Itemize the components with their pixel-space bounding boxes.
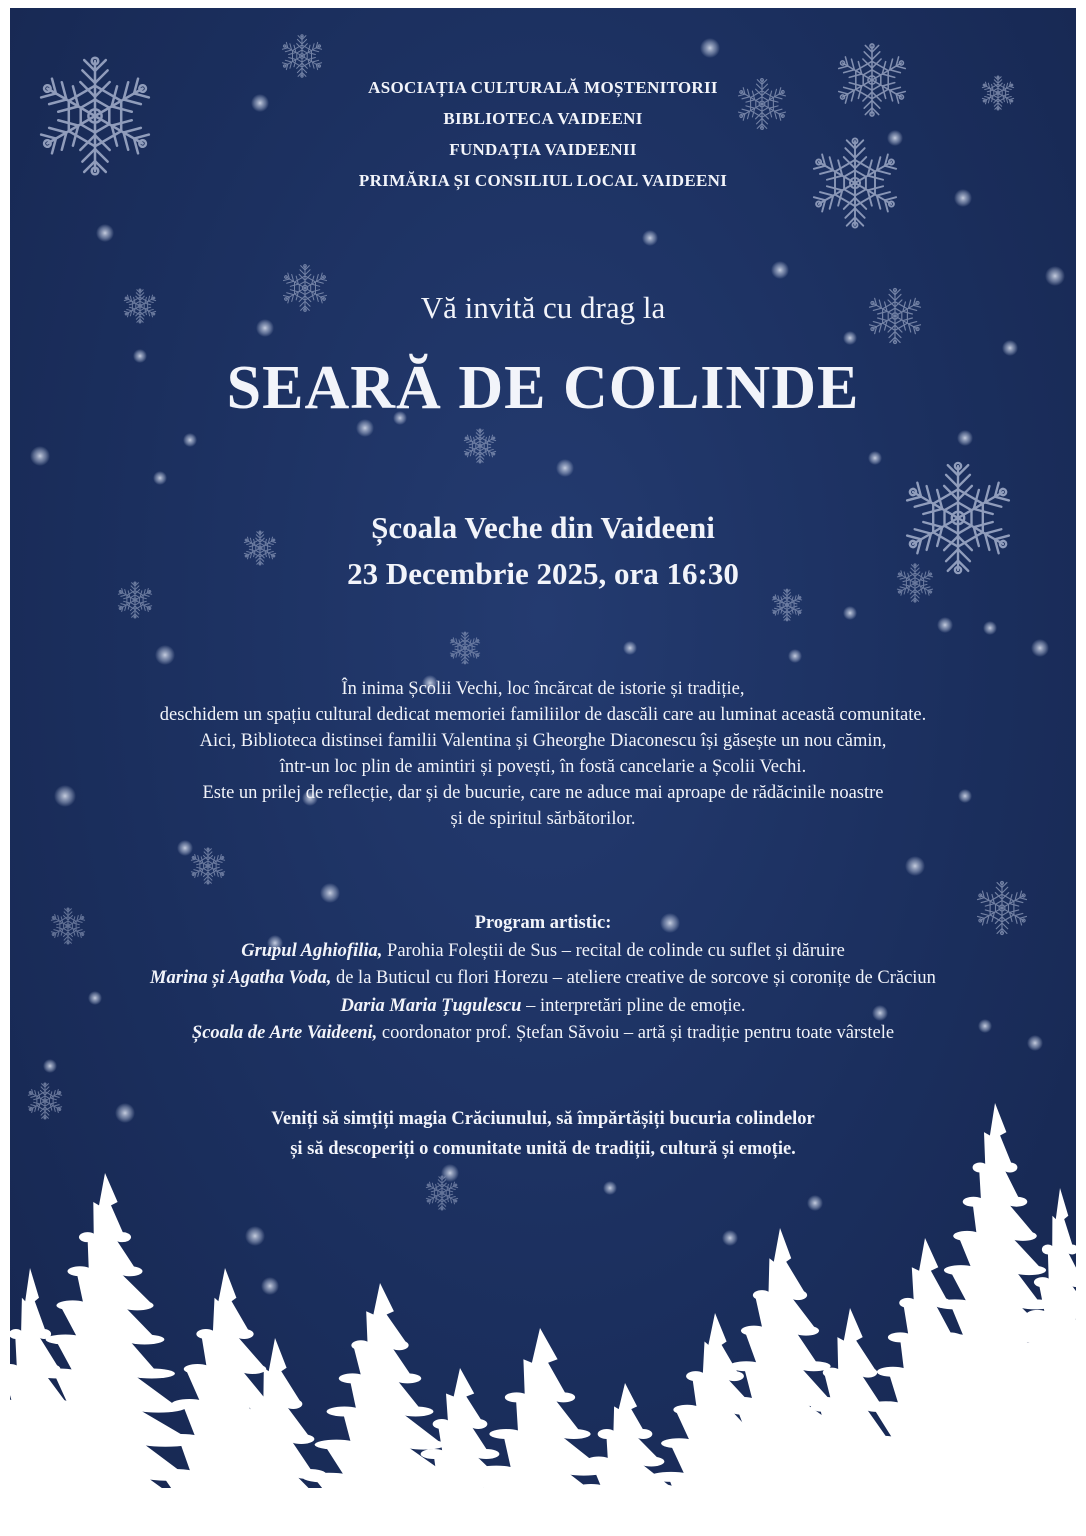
program-item <box>10 1020 1076 1048</box>
description <box>10 676 1076 832</box>
description-line: și de spiritul sărbătorilor. <box>450 809 636 829</box>
closing-line: și să descoperiți o comunitate unită de tradiții, cultură și emoție. <box>290 1139 796 1159</box>
program-heading: Program artistic: <box>474 913 612 933</box>
program-performer: Marina și Agatha Voda, <box>150 968 332 988</box>
description-line: deschidem un spațiu cultural dedicat memoriei familiilor de dascăli care au luminat această comunitate. <box>159 705 927 725</box>
organizer-line: ASOCIAȚIA CULTURALĂ MOȘTENITORII <box>368 78 718 97</box>
description-line: În inima Școlii Vechi, loc încărcat de istorie și tradiție, <box>341 679 745 699</box>
program-performer: Daria Maria Țugulescu <box>340 995 522 1016</box>
organizers-list <box>10 72 1076 196</box>
venue-name: Școala Veche din Vaideeni <box>371 510 715 545</box>
program-details: de la Buticul cu flori Horezu – ateliere creative de sorcove și coronițe de Crăciun <box>331 968 936 988</box>
organizer-line: PRIMĂRIA ȘI CONSILIUL LOCAL VAIDEENI <box>358 171 728 190</box>
poster-panel <box>10 8 1076 1528</box>
program-item <box>10 993 1076 1021</box>
program-item <box>10 938 1076 966</box>
description-line: într-un loc plin de amintiri și povești, în fostă cancelarie a Școlii Vechi. <box>279 757 807 777</box>
description-line: Este un prilej de reflecție, dar și de bucurie, care ne aduce mai aproape de rădăcinile noastre <box>202 783 884 803</box>
organizer-line: BIBLIOTECA VAIDEENI <box>443 109 643 128</box>
event-title: SEARĂ DE COLINDE <box>226 354 860 422</box>
closing-message <box>10 1104 1076 1164</box>
venue-block <box>10 505 1076 597</box>
organizer-line: FUNDAȚIA VAIDEENII <box>449 140 637 159</box>
program-details: Parohia Foleștii de Sus – recital de colinde cu suflet și dăruire <box>382 940 845 961</box>
program-section <box>10 910 1076 1048</box>
program-performer: Școala de Arte Vaideeni, <box>191 1023 378 1043</box>
description-line: Aici, Biblioteca distinsei familii Valentina și Gheorghe Diaconescu își găsește un nou cămin, <box>199 731 887 751</box>
invite-line: Vă invită cu drag la <box>420 290 666 325</box>
event-datetime: 23 Decembrie 2025, ora 16:30 <box>347 556 739 591</box>
program-details: – interpretări pline de emoție. <box>521 995 746 1016</box>
closing-line: Veniți să simțiți magia Crăciunului, să împărtășiți bucuria colindelor <box>271 1109 815 1129</box>
program-performer: Grupul Aghiofilia, <box>241 940 383 961</box>
text-content <box>10 8 1076 1528</box>
program-item <box>10 965 1076 993</box>
program-details: coordonator prof. Ștefan Săvoiu – artă și tradiție pentru toate vârstele <box>377 1023 895 1043</box>
